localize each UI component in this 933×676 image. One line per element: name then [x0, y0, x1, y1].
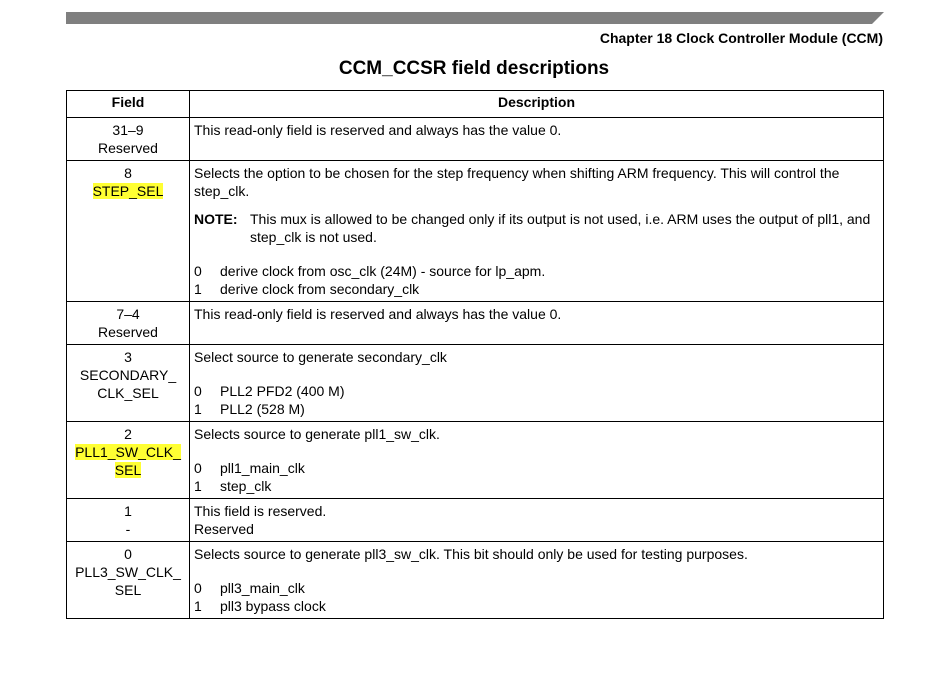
description-cell [190, 499, 884, 542]
field-name: Reserved [98, 324, 158, 340]
option-row [194, 280, 877, 298]
option-value: 1 [194, 598, 202, 614]
field-name-line1: SECONDARY_ [79, 367, 177, 383]
option-row [194, 477, 877, 495]
table-row [67, 542, 884, 619]
option-row [194, 597, 877, 615]
option-value: 1 [194, 281, 202, 297]
option-row [194, 262, 877, 280]
field-description-table [66, 90, 884, 619]
field-description: Selects the option to be chosen for the step frequency when shifting ARM frequency. This will control the step_clk. [194, 165, 840, 199]
table-title: CCM_CCSR field descriptions [338, 58, 610, 79]
field-bits: 8 [124, 165, 132, 181]
field-description: Select source to generate secondary_clk [194, 349, 447, 365]
option-text: pll3 bypass clock [220, 598, 326, 614]
field-description: Selects source to generate pll3_sw_clk. This bit should only be used for testing purposes. [194, 546, 748, 562]
field-bits: 1 [124, 503, 132, 519]
note-text: This mux is allowed to be changed only if its output is not used, i.e. ARM uses the output of pll1, and step_clk is not used. [250, 211, 871, 245]
chapter-header: Chapter 18 Clock Controller Module (CCM) [599, 30, 883, 46]
note-label: NOTE: [194, 211, 238, 227]
option-value: 0 [194, 383, 202, 399]
field-name-line2: SEL [114, 582, 142, 598]
field-description-line2: Reserved [194, 521, 254, 537]
field-name: Reserved [98, 140, 158, 156]
field-bits: 31–9 [112, 122, 144, 138]
description-cell [190, 118, 884, 161]
option-value: 1 [194, 478, 202, 494]
field-cell [67, 161, 190, 302]
table-row [67, 422, 884, 499]
field-cell [67, 345, 190, 422]
description-cell [190, 542, 884, 619]
option-text: pll3_main_clk [220, 580, 305, 596]
option-text: PLL2 (528 M) [220, 401, 305, 417]
table-row [67, 499, 884, 542]
table-row [67, 302, 884, 345]
table-row [67, 345, 884, 422]
field-name-highlighted: STEP_SEL [92, 183, 164, 199]
option-value: 1 [194, 401, 202, 417]
note-block [194, 210, 877, 246]
option-value: 0 [194, 580, 202, 596]
description-cell [190, 302, 884, 345]
description-cell [190, 422, 884, 499]
option-value: 0 [194, 460, 202, 476]
description-cell [190, 161, 884, 302]
field-description: This read-only field is reserved and always has the value 0. [194, 306, 562, 322]
option-text: derive clock from osc_clk (24M) - source for lp_apm. [220, 263, 546, 279]
option-row [194, 459, 877, 477]
option-text: PLL2 PFD2 (400 M) [220, 383, 345, 399]
field-name-line2-highlighted: SEL [114, 462, 142, 478]
field-cell [67, 118, 190, 161]
field-bits: 0 [124, 546, 132, 562]
description-column-header: Description [190, 91, 884, 118]
field-description: This read-only field is reserved and always has the value 0. [194, 122, 562, 138]
field-bits: 7–4 [116, 306, 140, 322]
description-cell [190, 345, 884, 422]
field-description: This field is reserved. [194, 503, 327, 519]
field-cell [67, 499, 190, 542]
field-bits: 3 [124, 349, 132, 365]
table-row [67, 118, 884, 161]
field-name-line1: PLL3_SW_CLK_ [75, 564, 181, 580]
table-row [67, 161, 884, 302]
option-text: pll1_main_clk [220, 460, 305, 476]
field-bits: 2 [124, 426, 132, 442]
option-row [194, 579, 877, 597]
option-value: 0 [194, 263, 202, 279]
field-column-header: Field [67, 91, 190, 118]
option-text: derive clock from secondary_clk [220, 281, 420, 297]
field-name: - [125, 521, 131, 537]
field-name-line1-highlighted: PLL1_SW_CLK_ [75, 444, 181, 460]
option-text: step_clk [220, 478, 272, 494]
option-row [194, 400, 877, 418]
field-description: Selects source to generate pll1_sw_clk. [194, 426, 440, 442]
option-row [194, 382, 877, 400]
table-header-row [67, 91, 884, 118]
field-cell [67, 422, 190, 499]
header-bar [66, 12, 884, 24]
field-name-line2: CLK_SEL [97, 385, 159, 401]
field-cell [67, 542, 190, 619]
field-cell [67, 302, 190, 345]
